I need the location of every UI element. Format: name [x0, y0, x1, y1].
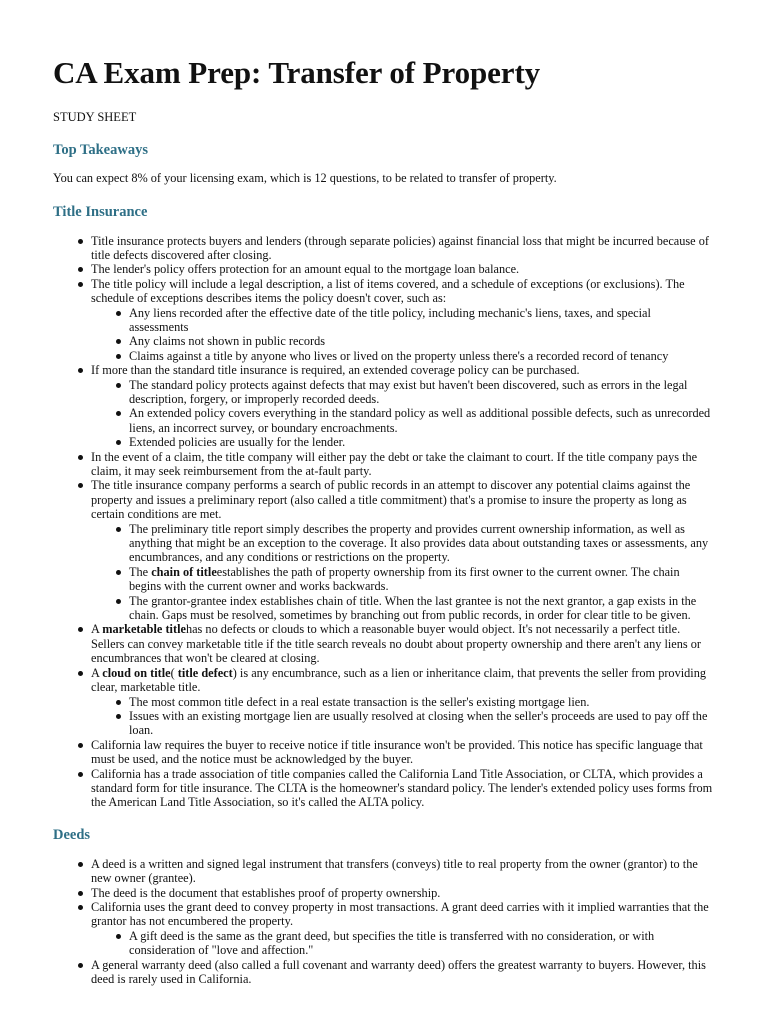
study-sheet [53, 54, 713, 986]
list-item: A general warranty deed (also called a full covenant and warranty deed) offers the greatest warranty to buyers. However, this deed is rarely used in California. [91, 958, 713, 987]
list-item: The lender's policy offers protection for an amount equal to the mortgage loan balance. [91, 262, 713, 276]
sub-list-item: A gift deed is the same as the grant deed, but specifies the title is transferred with no consideration, or with consideration of "love and affection." [129, 929, 713, 958]
list-item: In the event of a claim, the title company will either pay the debt or take the claimant to court. If the title company pays the claim, it may seek reimbursement from the at-fault party. [91, 450, 713, 479]
list-item: The title insurance company performs a search of public records in an attempt to discover any potential claims against the property and issues a preliminary report (also called a title commitment) that's a promise to insure the property as long as certain conditions are met. The preliminary title report simply describes the property and provides current ownership information, as well as anything that might be an exception to the coverage. It also provides data about outstanding taxes or assessments, any encumbrances, and any conditions or restrictions on the property. The chain of titleestablishes the path of property ownership from its first owner to the current owner. The chain begins with the current owner and works backwards. The grantor-grantee index establishes chain of title. When the last grantee is not the next grantor, a gap exists in the chain. Gaps must be resolved, sometimes by branching out from public records, in order for clear title to be given. [91, 478, 713, 622]
exceptions-sublist [91, 306, 713, 364]
list-item: If more than the standard title insurance is required, an extended coverage policy can be purchased. The standard policy protects against defects that may exist but haven't been discovered, such as errors in the legal description, forgery, or improperly recorded deeds. An extended policy covers everything in the standard policy as well as additional possible defects, such as unrecorded liens, an incorrect survey, or boundary encroachments. Extended policies are usually for the lender. [91, 363, 713, 449]
term-chain-of-title: chain of title [151, 564, 217, 579]
list-item: California uses the grant deed to convey property in most transactions. A grant deed carries with it implied warranties that the grantor has not encumbered the property. A gift deed is the same as the grant deed, but specifies the title is transferred with no consideration, or with consideration of "love and affection." [91, 900, 713, 958]
deeds-list [53, 857, 713, 987]
preliminary-report-sublist [91, 522, 713, 623]
grant-deed-sublist [91, 929, 713, 958]
sub-list-item: Extended policies are usually for the lender. [129, 435, 713, 449]
sub-list-item: The preliminary title report simply describes the property and provides current ownership information, as well as anything that might be an exception to the coverage. It also provides data about outstanding taxes or assessments, any encumbrances, and any conditions or restrictions on the property. [129, 522, 713, 565]
sub-list-item: The chain of titleestablishes the path of property ownership from its first owner to the current owner. The chain begins with the current owner and works backwards. [129, 565, 713, 594]
list-item: A deed is a written and signed legal instrument that transfers (conveys) title to real property from the owner (grantor) to the new owner (grantee). [91, 857, 713, 886]
takeaways-paragraph: You can expect 8% of your licensing exam, which is 12 questions, to be related to transfer of property. [53, 171, 557, 185]
sub-list-item: The most common title defect in a real estate transaction is the seller's existing mortgage lien. [129, 695, 713, 709]
title-insurance-list [53, 234, 713, 810]
sub-list-item: The standard policy protects against defects that may exist but haven't been discovered, such as errors in the legal description, forgery, or improperly recorded deeds. [129, 378, 713, 407]
list-item: A cloud on title( title defect) is any encumbrance, such as a lien or inheritance claim, that prevents the seller from providing clear, marketable title. The most common title defect in a real estate transaction is the seller's existing mortgage lien. Issues with an existing mortgage lien are usually resolved at closing when the seller's proceeds are used to pay off the loan. [91, 666, 713, 738]
section-heading-title-insurance: Title Insurance [53, 203, 148, 220]
list-item: California law requires the buyer to receive notice if title insurance won't be provided. This notice has specific language that must be used, and the notice must be acknowledged by the buyer. [91, 738, 713, 767]
section-heading-deeds: Deeds [53, 826, 91, 843]
sub-list-item: Claims against a title by anyone who lives or lived on the property unless there's a recorded record of tenancy [129, 349, 713, 363]
sub-list-item: Any claims not shown in public records [129, 334, 713, 348]
list-item: The title policy will include a legal description, a list of items covered, and a schedule of exceptions (or exclusions). The schedule of exceptions describes items the policy doesn't cover, such as: Any liens recorded after the effective date of the title policy, including mechanic's liens, taxes, and special assessments Any claims not shown in public records Claims against a title by anyone who lives or lived on the property unless there's a recorded record of tenancy [91, 277, 713, 363]
page-title: CA Exam Prep: Transfer of Property [53, 55, 541, 90]
list-item: The deed is the document that establishes proof of property ownership. [91, 886, 713, 900]
term-title-defect: title defect [177, 665, 233, 680]
title-defect-sublist [91, 695, 713, 738]
list-item: Title insurance protects buyers and lenders (through separate policies) against financial loss that might be incurred because of title defects discovered after closing. [91, 234, 713, 263]
section-heading-top-takeaways: Top Takeaways [53, 142, 148, 158]
sub-list-item: An extended policy covers everything in the standard policy as well as additional possible defects, such as unrecorded liens, an incorrect survey, or boundary encroachments. [129, 406, 713, 435]
term-marketable-title: marketable title [102, 622, 186, 637]
list-item: California has a trade association of title companies called the California Land Title Association, or CLTA, which provides a standard form for title insurance. The CLTA is the homeowner's standard policy. The lender's extended policy uses forms from the American Land Title Association, so it's called the ALTA policy. [91, 766, 713, 810]
list-item: A marketable titlehas no defects or clouds to which a reasonable buyer would object. It's not necessarily a perfect title. Sellers can convey marketable title if the title search reveals no doubt about property ownership and there aren't any liens or encumbrances that won't be cleared at closing. [91, 622, 713, 665]
sub-list-item: The grantor-grantee index establishes chain of title. When the last grantee is not the next grantor, a gap exists in the chain. Gaps must be resolved, sometimes by branching out from public records, in order for clear title to be given. [129, 594, 713, 623]
sub-list-item: Any liens recorded after the effective date of the title policy, including mechanic's liens, taxes, and special assessments [129, 306, 713, 335]
sub-list-item: Issues with an existing mortgage lien are usually resolved at closing when the seller's proceeds are used to pay off the loan. [129, 709, 713, 738]
term-cloud-on-title: cloud on title [102, 665, 171, 680]
document-subtitle: STUDY SHEET [53, 110, 137, 124]
coverage-sublist [91, 378, 713, 450]
